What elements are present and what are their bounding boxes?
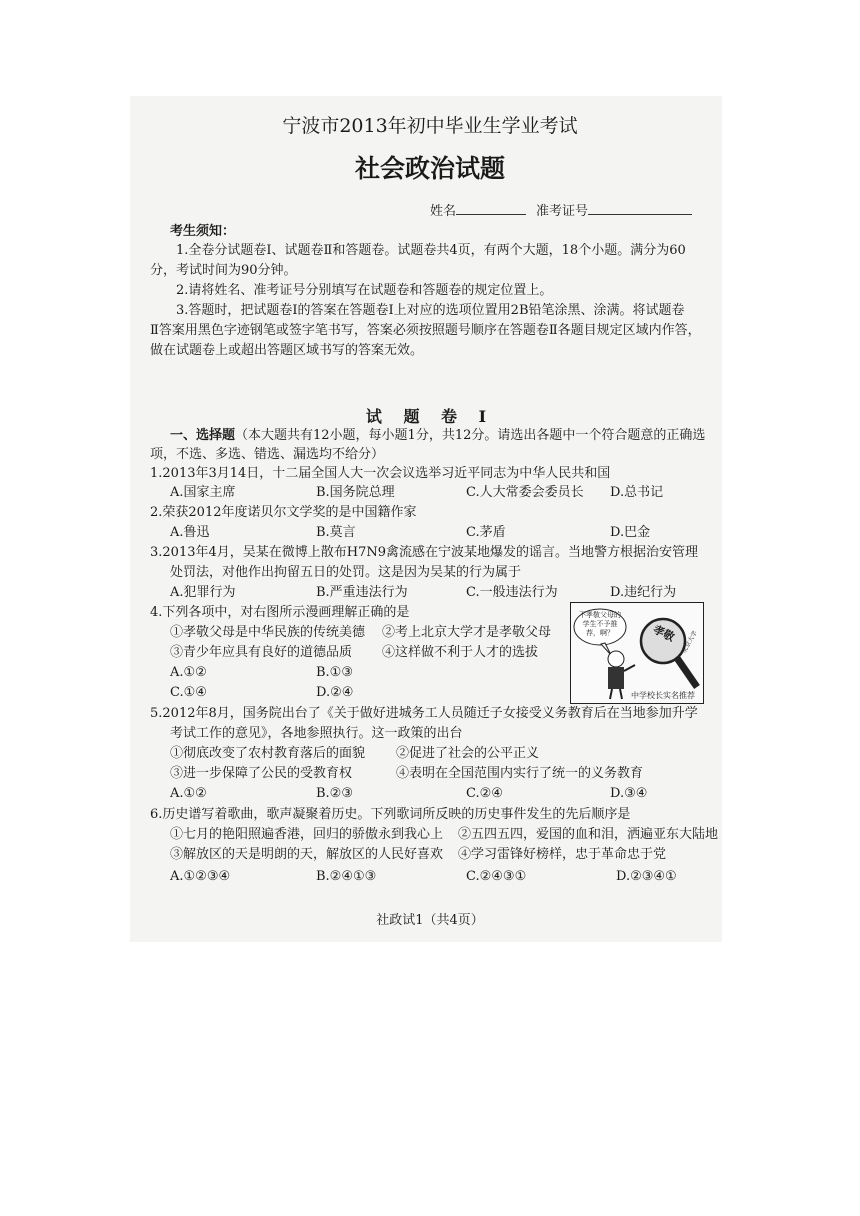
part1-desc-cont: 项，不选、多选、错选、漏选均不给分） bbox=[150, 447, 385, 462]
part1-desc: （本大题共有12小题，每小题1分，共12分。请选出各题中一个符合题意的正确选 bbox=[235, 428, 706, 443]
q5-option-a: A.①② bbox=[170, 786, 207, 801]
q4-option-a: A.①② bbox=[170, 665, 207, 680]
q6-statement-4: ④学习雷锋好榜样，忠于革命忠于党 bbox=[458, 847, 667, 862]
exam-title: 宁波市2013年初中毕业生学业考试 bbox=[282, 115, 578, 137]
q6-statement-3: ③解放区的天是明朗的天，解放区的人民好喜欢 bbox=[170, 847, 444, 862]
name-underline bbox=[456, 201, 526, 215]
q5-option-d: D.③④ bbox=[610, 786, 648, 801]
page-footer: 社政试1（共4页） bbox=[376, 913, 484, 928]
q1-option-a: A.国家主席 bbox=[170, 485, 236, 500]
q4-statement-1: ①孝敬父母是中华民族的传统美德 bbox=[170, 625, 366, 640]
part1-heading: 一、选择题 bbox=[170, 428, 236, 443]
q3-option-c: C.一般违法行为 bbox=[466, 585, 558, 600]
q2-stem: 2.荣获2012年度诺贝尔文学奖的是中国籍作家 bbox=[150, 505, 417, 520]
q5-statement-3: ③进一步保障了公民的受教育权 bbox=[170, 766, 353, 781]
q4-statement-4: ④这样做不利于人才的选拔 bbox=[382, 645, 539, 660]
notice-item-2: 2.请将姓名、准考证号分别填写在试题卷和答题卷的规定位置上。 bbox=[176, 283, 553, 298]
q1-stem: 1.2013年3月14日，十二届全国人大一次会议选举习近平同志为中华人民共和国 bbox=[150, 466, 611, 481]
notice-item-3-cont2: 做在试题卷上或超出答题区域书写的答案无效。 bbox=[150, 343, 424, 358]
q4-option-b: B.①③ bbox=[316, 665, 353, 680]
q3-option-a: A.犯罪行为 bbox=[170, 585, 236, 600]
q1-option-c: C.人大常委会委员长 bbox=[466, 485, 584, 500]
q6-option-d: D.②③④① bbox=[616, 869, 677, 884]
q6-stem: 6.历史谱写着歌曲，歌声凝聚着历史。下列歌词所反映的历史事件发生的先后顺序是 bbox=[150, 807, 631, 822]
exam-id-field bbox=[536, 201, 692, 220]
q4-statement-2: ②考上北京大学才是孝敬父母 bbox=[382, 625, 552, 640]
q2-option-c: C.茅盾 bbox=[466, 525, 506, 540]
q5-statement-1: ①彻底改变了农村教育落后的面貌 bbox=[170, 746, 366, 761]
part1-intro bbox=[170, 427, 705, 444]
notice-heading: 考生须知： bbox=[170, 224, 236, 239]
q2-option-a: A.鲁迅 bbox=[170, 525, 210, 540]
q6-statement-2: ②五四五四，爱国的血和泪，洒遍亚东大陆地 bbox=[458, 827, 719, 842]
q1-option-d: D.总书记 bbox=[610, 485, 664, 500]
cartoon-lens-text: 孝敬 bbox=[651, 622, 677, 644]
q4-statement-3: ③青少年应具有良好的道德品质 bbox=[170, 645, 353, 660]
q4-option-d: D.②④ bbox=[316, 685, 354, 700]
name-label: 姓名 bbox=[430, 204, 457, 219]
q6-option-a: A.①②③④ bbox=[170, 869, 231, 884]
q5-stem-cont: 考试工作的意见》，各地参照执行。这一政策的出台 bbox=[170, 726, 463, 741]
q5-statement-4: ④表明在全国范围内实行了统一的义务教育 bbox=[396, 766, 644, 781]
q5-stem: 5.2012年8月，国务院出台了《关于做好进城务工人员随迁子女接受义务教育后在当地参加升学 bbox=[150, 706, 698, 721]
cartoon-caption: 中学校长实名推荐 bbox=[631, 691, 695, 700]
q3-stem-cont: 处罚法，对他作出拘留五日的处罚。这是因为吴某的行为属于 bbox=[170, 565, 522, 580]
exam-id-underline bbox=[588, 201, 692, 215]
notice-item-1: 1.全卷分试题卷Ⅰ、试题卷Ⅱ和答题卷。试题卷共4页，有两个大题，18个小题。满分为60 bbox=[176, 243, 686, 258]
q6-option-b: B.②④①③ bbox=[316, 869, 377, 884]
q3-option-b: B.严重违法行为 bbox=[316, 585, 408, 600]
q5-option-b: B.②③ bbox=[316, 786, 353, 801]
q3-stem: 3.2013年4月，吴某在微博上散布H7N9禽流感在宁波某地爆发的谣言。当地警方根据治安管理 bbox=[150, 545, 699, 560]
q3-option-d: D.违纪行为 bbox=[610, 585, 677, 600]
q4-cartoon bbox=[570, 602, 704, 704]
cartoon-speech-bubble: 不孝敬父母的学生不予推荐，啊？ bbox=[579, 611, 621, 637]
q6-option-c: C.②④③① bbox=[466, 869, 527, 884]
notice-item-3-cont: Ⅱ答案用黑色字迹钢笔或签字笔书写，答案必须按照题号顺序在答题卷Ⅱ各题目规定区域内作答， bbox=[150, 323, 701, 338]
q1-option-b: B.国务院总理 bbox=[316, 485, 395, 500]
subject-title: 社会政治试题 bbox=[354, 154, 505, 183]
cartoon-handle-text: 北京大学 bbox=[680, 629, 699, 655]
q2-option-b: B.莫言 bbox=[316, 525, 356, 540]
q4-stem: 4.下列各项中，对右图所示漫画理解正确的是 bbox=[150, 605, 410, 620]
section-title: 试 题 卷 Ⅰ bbox=[365, 407, 495, 426]
q5-statement-2: ②促进了社会的公平正义 bbox=[396, 746, 540, 761]
name-field bbox=[430, 201, 526, 220]
q6-statement-1: ①七月的艳阳照遍香港，回归的骄傲永到我心上 bbox=[170, 827, 444, 842]
q5-option-c: C.②④ bbox=[466, 786, 503, 801]
exam-id-label: 准考证号 bbox=[536, 204, 589, 219]
notice-item-3: 3.答题时，把试题卷Ⅰ的答案在答题卷Ⅰ上对应的选项位置用2B铅笔涂黑、涂满。将试题卷 bbox=[176, 303, 685, 318]
q4-option-c: C.①④ bbox=[170, 685, 207, 700]
q2-option-d: D.巴金 bbox=[610, 525, 651, 540]
notice-item-1-cont: 分，考试时间为90分钟。 bbox=[150, 263, 297, 278]
